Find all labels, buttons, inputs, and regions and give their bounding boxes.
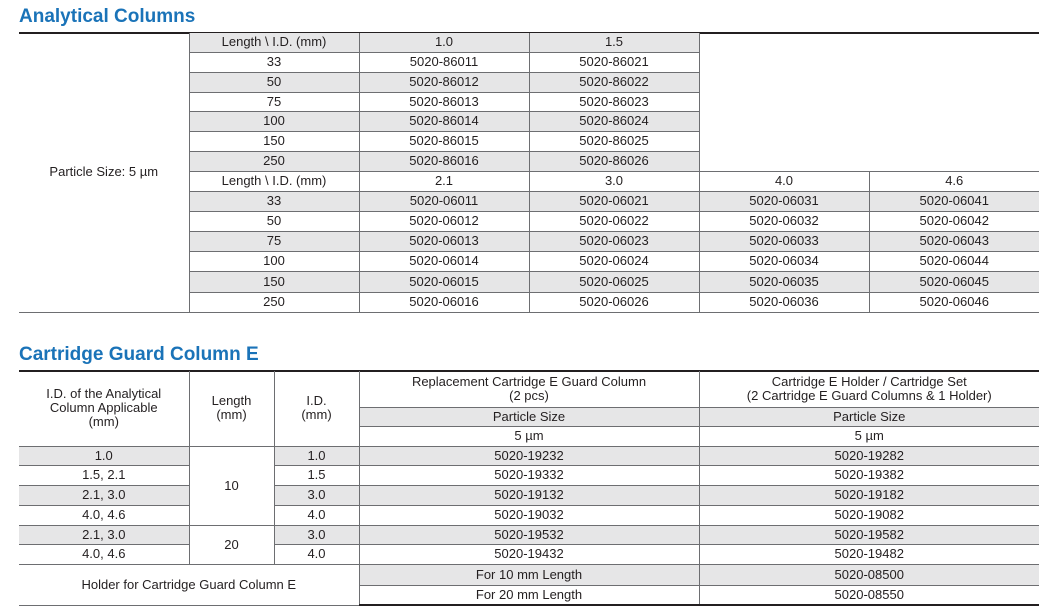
id-header: 4.6 [869,171,1039,191]
part-number: 5020-06044 [869,251,1039,271]
part-number: 5020-86025 [529,131,699,151]
table-row [19,564,1039,585]
guard-column-title: Cartridge Guard Column E [19,344,259,365]
part-number: 5020-06012 [359,211,529,231]
length-id-header: Length \ I.D. (mm) [189,33,359,52]
length-cell: 100 [189,251,359,271]
part-number: 5020-19532 [359,525,699,544]
table-row [19,525,1039,544]
part-number: 5020-06032 [699,211,869,231]
replacement-subtitle: (2 pcs) [509,387,549,403]
part-number: 5020-06023 [529,231,699,251]
particle-size-header: Particle Size [699,407,1039,426]
part-number: 5020-86016 [359,151,529,171]
part-number: 5020-19582 [699,525,1039,544]
part-number: 5020-19182 [699,485,1039,505]
id-header: 4.0 [699,171,869,191]
table-header-row [19,33,1039,52]
part-number: 5020-86013 [359,92,529,111]
particle-size-header: Particle Size [359,407,699,426]
part-number: 5020-86026 [529,151,699,171]
table-row [19,465,1039,485]
length-id-header: Length \ I.D. (mm) [189,171,359,191]
length-cell: 10 [189,446,274,525]
table-row [19,544,1039,564]
holder-description: For 10 mm Length [359,564,699,585]
applicable-id-cell: 2.1, 3.0 [19,525,189,544]
part-number: 5020-06026 [529,292,699,312]
particle-size-value: 5 µm [699,426,1039,446]
part-number: 5020-19032 [359,505,699,525]
length-cell: 75 [189,231,359,251]
length-cell: 20 [189,525,274,564]
part-number: 5020-19482 [699,544,1039,564]
applicable-id-cell: 4.0, 4.6 [19,544,189,564]
length-cell: 50 [189,72,359,92]
id-header: 3.0 [529,171,699,191]
holder-label: Holder for Cartridge Guard Column E [19,564,359,605]
length-cell: 250 [189,151,359,171]
replacement-header [359,371,699,407]
length-cell: 33 [189,52,359,72]
part-number: 5020-06042 [869,211,1039,231]
part-number: 5020-06025 [529,271,699,292]
part-number: 5020-19382 [699,465,1039,485]
part-number: 5020-86022 [529,72,699,92]
table-header-row [19,371,1039,407]
part-number: 5020-06013 [359,231,529,251]
table-row [19,485,1039,505]
applicable-id-cell: 2.1, 3.0 [19,485,189,505]
id-cell: 4.0 [274,544,359,564]
part-number: 5020-86014 [359,111,529,131]
analytical-columns-table [19,33,1039,313]
blank-cell [699,33,1039,52]
length-header: Length (mm) [189,371,274,446]
holder-set-subtitle: (2 Cartridge E Guard Columns & 1 Holder) [746,387,992,403]
part-number: 5020-19282 [699,446,1039,465]
length-cell: 150 [189,131,359,151]
part-number: 5020-08500 [699,564,1039,585]
analytical-columns-title: Analytical Columns [19,6,196,27]
part-number: 5020-19432 [359,544,699,564]
part-number: 5020-19132 [359,485,699,505]
part-number: 5020-06043 [869,231,1039,251]
blank-cell [699,72,1039,92]
length-cell: 33 [189,191,359,211]
length-cell: 50 [189,211,359,231]
part-number: 5020-06046 [869,292,1039,312]
length-cell: 100 [189,111,359,131]
part-number: 5020-86024 [529,111,699,131]
part-number: 5020-19082 [699,505,1039,525]
part-number: 5020-86021 [529,52,699,72]
part-number: 5020-19332 [359,465,699,485]
guard-column-table [19,371,1039,606]
part-number: 5020-06016 [359,292,529,312]
part-number: 5020-86023 [529,92,699,111]
id-header: 1.5 [529,33,699,52]
applicable-id-cell: 4.0, 4.6 [19,505,189,525]
part-number: 5020-06031 [699,191,869,211]
id-cell: 1.0 [274,446,359,465]
holder-set-title: Cartridge E Holder / Cartridge Set [771,373,967,389]
id-cell: 4.0 [274,505,359,525]
part-number: 5020-08550 [699,585,1039,605]
table-row [19,446,1039,465]
table-row [19,505,1039,525]
part-number: 5020-06011 [359,191,529,211]
part-number: 5020-06021 [529,191,699,211]
part-number: 5020-19232 [359,446,699,465]
id-header: 1.0 [359,33,529,52]
replacement-title: Replacement Cartridge E Guard Column [411,373,647,389]
length-cell: 150 [189,271,359,292]
part-number: 5020-06035 [699,271,869,292]
blank-cell [699,131,1039,151]
part-number: 5020-06022 [529,211,699,231]
length-cell: 250 [189,292,359,312]
holder-set-header [699,371,1039,407]
id-cell: 3.0 [274,485,359,505]
id-header: 2.1 [359,171,529,191]
holder-description: For 20 mm Length [359,585,699,605]
id-cell: 3.0 [274,525,359,544]
id-applicable-header: I.D. of the Analytical Column Applicable (mm) [19,371,189,446]
part-number: 5020-86015 [359,131,529,151]
particle-size-label: Particle Size: 5 µm [19,33,189,312]
part-number: 5020-06036 [699,292,869,312]
part-number: 5020-06024 [529,251,699,271]
part-number: 5020-06045 [869,271,1039,292]
applicable-id-cell: 1.0 [19,446,189,465]
id-header: I.D. (mm) [274,371,359,446]
length-cell: 75 [189,92,359,111]
applicable-id-cell: 1.5, 2.1 [19,465,189,485]
part-number: 5020-86012 [359,72,529,92]
particle-size-value: 5 µm [359,426,699,446]
id-cell: 1.5 [274,465,359,485]
part-number: 5020-06033 [699,231,869,251]
blank-cell [699,52,1039,72]
blank-cell [699,92,1039,111]
part-number: 5020-06041 [869,191,1039,211]
blank-cell [699,151,1039,171]
part-number: 5020-06015 [359,271,529,292]
blank-cell [699,111,1039,131]
part-number: 5020-86011 [359,52,529,72]
part-number: 5020-06014 [359,251,529,271]
part-number: 5020-06034 [699,251,869,271]
